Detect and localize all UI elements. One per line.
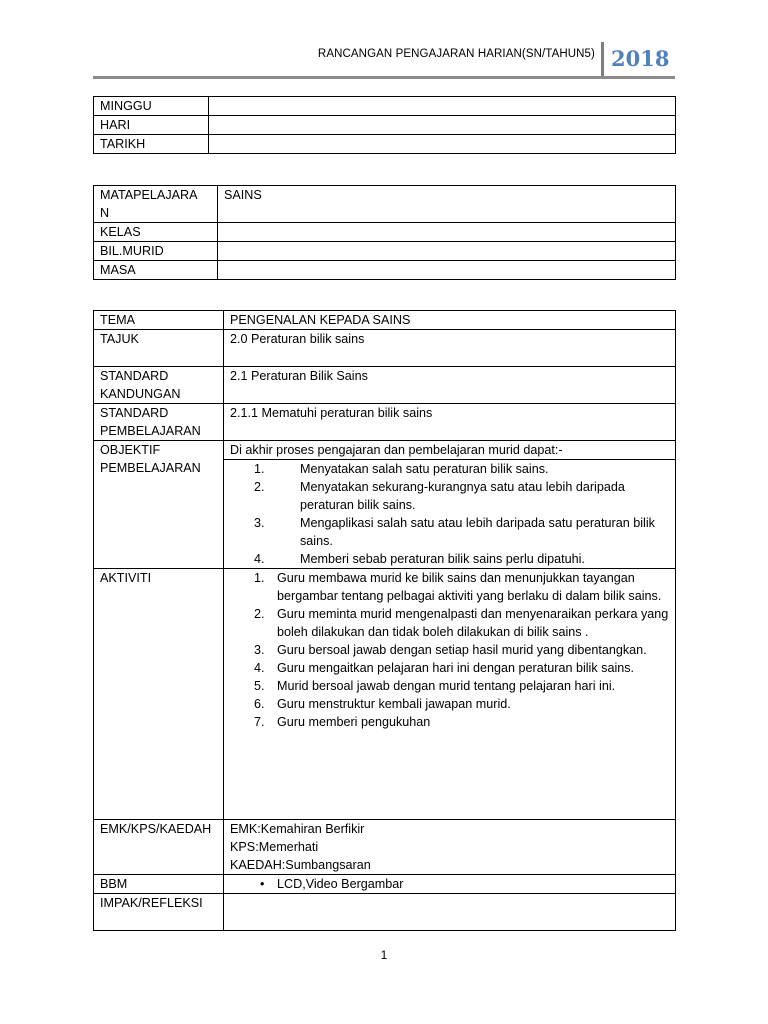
standard-pembelajaran-label: [94, 404, 224, 441]
objektif-intro: Di akhir proses pengajaran dan pembelajaran murid dapat:-: [224, 441, 675, 460]
subject-label-line1: MATAPELAJARA: [100, 188, 198, 202]
standard-kandungan-label-line1: STANDARD: [100, 369, 169, 383]
list-text: Murid bersoal jawab dengan murid tentang pelajaran hari ini.: [277, 679, 616, 693]
emk-label: EMK/KPS/KAEDAH: [94, 820, 224, 875]
objektif-list: [230, 460, 669, 568]
standard-kandungan-label: [94, 367, 224, 404]
hari-value[interactable]: [209, 116, 676, 135]
table-row: [94, 820, 676, 875]
objektif-value[interactable]: [224, 441, 676, 569]
bil-murid-label: BIL.MURID: [94, 242, 218, 261]
table-row: [94, 97, 676, 116]
aktiviti-list: [230, 569, 669, 731]
list-item: [230, 550, 669, 568]
standard-pembelajaran-label-line2: PEMBELAJARAN: [100, 424, 201, 438]
list-text: Guru membawa murid ke bilik sains dan menunjukkan tayangan bergambar tentang pelbagai aktiviti yang berlaku di dalam bilik sains.: [277, 571, 662, 603]
header-rule: [93, 76, 675, 79]
standard-pembelajaran-label-line1: STANDARD: [100, 406, 169, 420]
list-number: 6.: [254, 697, 265, 711]
page-header: [93, 40, 675, 80]
list-number: 3.: [254, 516, 265, 530]
table-row: [94, 311, 676, 330]
list-item: [230, 460, 669, 478]
aktiviti-label: AKTIVITI: [94, 569, 224, 820]
tajuk-value[interactable]: 2.0 Peraturan bilik sains: [224, 330, 676, 367]
table-row: [94, 894, 676, 931]
table-row: [94, 441, 676, 569]
list-text: Guru memberi pengukuhan: [277, 715, 431, 729]
table-row: [94, 330, 676, 367]
list-item: [230, 641, 669, 659]
document-year: 2018: [611, 46, 670, 71]
list-text: Guru mengaitkan pelajaran hari ini dengan peraturan bilik sains.: [277, 661, 635, 675]
class-table: [93, 185, 676, 280]
list-number: 2.: [254, 607, 265, 621]
list-number: 7.: [254, 715, 265, 729]
masa-value[interactable]: [218, 261, 676, 280]
list-number: 4.: [254, 552, 265, 566]
kps-line: KPS:Memerhati: [230, 840, 319, 854]
list-number: 2.: [254, 480, 265, 494]
table-row: [94, 135, 676, 154]
subject-label-line2: N: [100, 206, 110, 220]
masa-label: MASA: [94, 261, 218, 280]
kelas-value[interactable]: [218, 223, 676, 242]
bbm-list: [230, 875, 669, 893]
emk-value[interactable]: [224, 820, 676, 875]
bullet-icon: •: [260, 877, 265, 891]
list-number: 4.: [254, 661, 265, 675]
kaedah-line: KAEDAH:Sumbangsaran: [230, 858, 371, 872]
list-text: Guru bersoal jawab dengan setiap hasil murid yang dibentangkan.: [277, 643, 647, 657]
bbm-label: BBM: [94, 875, 224, 894]
subject-label: [94, 186, 218, 223]
header-separator: [601, 42, 604, 78]
list-text: Memberi sebab peraturan bilik sains perlu dipatuhi.: [300, 552, 585, 566]
impak-label: IMPAK/REFLEKSI: [94, 894, 224, 931]
tajuk-label: TAJUK: [94, 330, 224, 367]
table-row: [94, 223, 676, 242]
list-text: Mengaplikasi salah satu atau lebih daripada satu peraturan bilik sains.: [300, 516, 655, 548]
tarikh-label: TARIKH: [94, 135, 209, 154]
tema-value[interactable]: PENGENALAN KEPADA SAINS: [224, 311, 676, 330]
list-item: [230, 695, 669, 713]
table-row: [94, 116, 676, 135]
impak-value[interactable]: [224, 894, 676, 931]
bil-murid-value[interactable]: [218, 242, 676, 261]
page-number: 1: [380, 948, 388, 962]
list-item: [230, 478, 669, 514]
objektif-label-line2: PEMBELAJARAN: [100, 461, 201, 475]
bbm-value[interactable]: [224, 875, 676, 894]
table-row: [94, 242, 676, 261]
list-item: [230, 713, 669, 731]
aktiviti-value[interactable]: [224, 569, 676, 820]
objektif-label-line1: OBJEKTIF: [100, 443, 161, 457]
list-text: Guru meminta murid mengenalpasti dan menyenaraikan perkara yang boleh dilakukan dan tidak boleh dilakukan di bilik sains .: [277, 607, 669, 639]
minggu-value[interactable]: [209, 97, 676, 116]
list-text: Guru menstruktur kembali jawapan murid.: [277, 697, 511, 711]
week-table: [93, 96, 676, 154]
list-text: LCD,Video Bergambar: [277, 877, 404, 891]
list-item: [230, 569, 669, 605]
tema-label: TEMA: [94, 311, 224, 330]
kelas-label: KELAS: [94, 223, 218, 242]
table-row: [94, 186, 676, 223]
list-text: Menyatakan sekurang-kurangnya satu atau lebih daripada peraturan bilik sains.: [300, 480, 625, 512]
minggu-label: MINGGU: [94, 97, 209, 116]
standard-kandungan-label-line2: KANDUNGAN: [100, 387, 181, 401]
objektif-label: [94, 441, 224, 569]
standard-pembelajaran-value[interactable]: 2.1.1 Mematuhi peraturan bilik sains: [224, 404, 676, 441]
list-item: [230, 659, 669, 677]
table-row: [94, 875, 676, 894]
table-row: [94, 261, 676, 280]
tarikh-value[interactable]: [209, 135, 676, 154]
list-number: 5.: [254, 679, 265, 693]
list-item: [230, 875, 669, 893]
list-text: Menyatakan salah satu peraturan bilik sains.: [300, 462, 549, 476]
lesson-table: [93, 310, 676, 931]
standard-kandungan-value[interactable]: 2.1 Peraturan Bilik Sains: [224, 367, 676, 404]
list-item: [230, 605, 669, 641]
table-row: [94, 569, 676, 820]
list-number: 1.: [254, 571, 265, 585]
list-item: [230, 677, 669, 695]
document-title: RANCANGAN PENGAJARAN HARIAN(SN/TAHUN5): [317, 48, 595, 60]
list-number: 1.: [254, 462, 265, 476]
list-item: [230, 514, 669, 550]
subject-value[interactable]: SAINS: [218, 186, 676, 223]
emk-line: EMK:Kemahiran Berfikir: [230, 822, 365, 836]
list-number: 3.: [254, 643, 265, 657]
table-row: [94, 404, 676, 441]
table-row: [94, 367, 676, 404]
hari-label: HARI: [94, 116, 209, 135]
